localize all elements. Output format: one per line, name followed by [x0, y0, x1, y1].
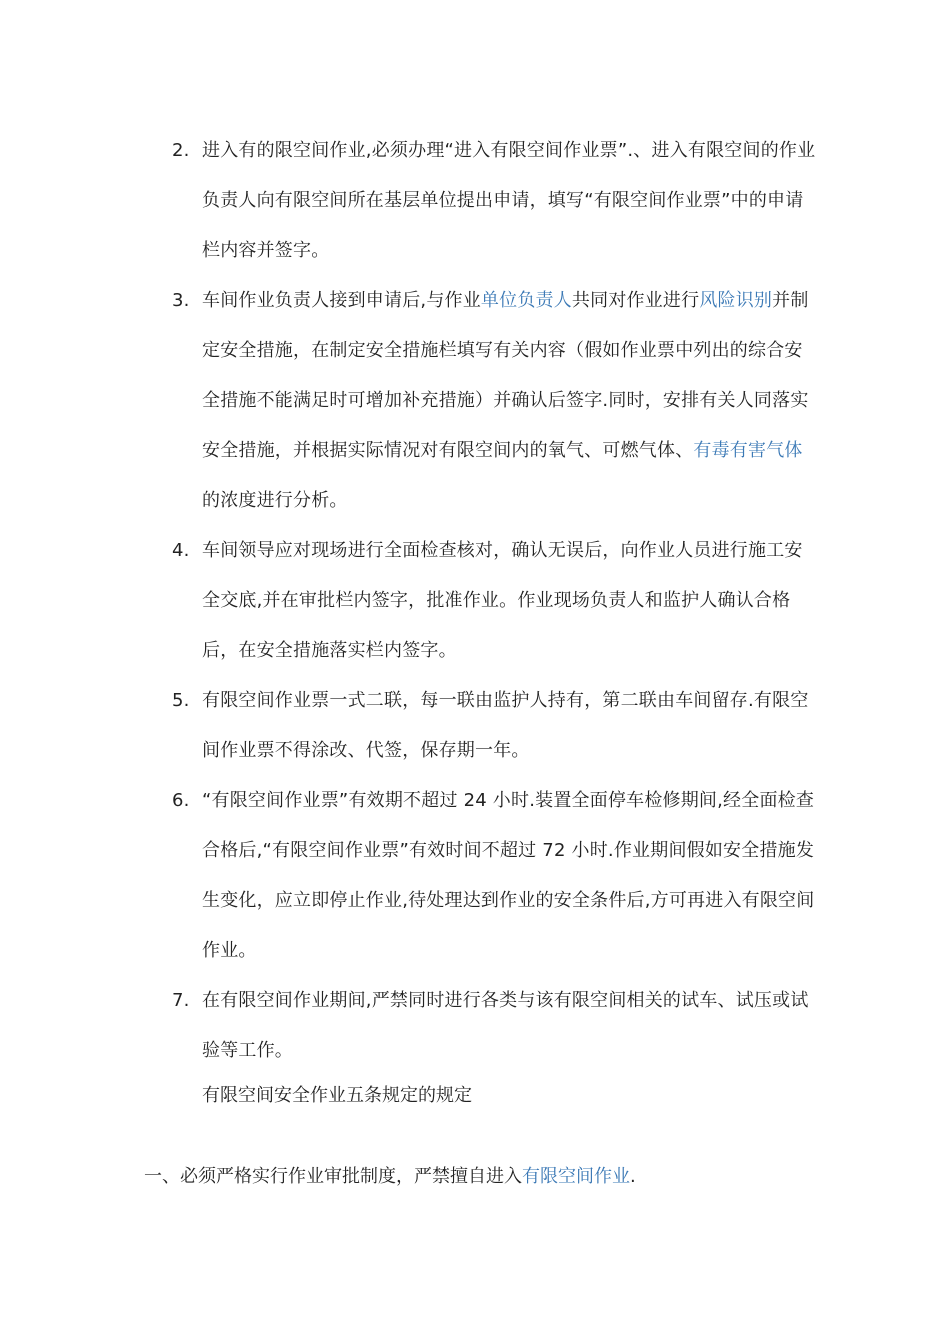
- item-number: 3.: [172, 290, 190, 311]
- link-toxic-harmful-gas[interactable]: 有毒有害气体: [693, 440, 803, 461]
- rule-text: 一、必须严格实行作业审批制度，严禁擅自进入: [144, 1166, 522, 1187]
- link-unit-responsible-person[interactable]: 单位负责人: [480, 290, 572, 311]
- list-item: [160, 126, 820, 276]
- item-text: 的浓度进行分析。: [202, 490, 348, 511]
- item-text: 车间作业负责人接到申请后,与作业: [202, 290, 481, 311]
- list-item: [160, 976, 820, 1076]
- item-text: 共同对作业进行: [571, 290, 700, 311]
- link-risk-identification[interactable]: 风险识别: [699, 290, 773, 311]
- list-item: [160, 276, 820, 526]
- list-item: [160, 676, 820, 776]
- item-number: 6.: [172, 790, 190, 811]
- rule-suffix: .: [630, 1166, 636, 1187]
- link-confined-space-work[interactable]: 有限空间作业: [522, 1166, 630, 1187]
- item-text: 进入有的限空间作业,必须办理“进入有限空间作业票”.、进入有限空间的作业负责人向有限空间所在基层单位提出申请，填写“有限空间作业票”中的申请栏内容并签字。: [202, 140, 816, 261]
- item-text: “有限空间作业票”有效期不超过 24 小时.装置全面停车检修期间,经全面检查合格后,“有限空间作业票”有效时间不超过 72 小时.作业期间假如安全措施发生变化，应立即停止作业,待处理达到作业的安全条件后,方可再进入有限空间作业。: [202, 790, 815, 961]
- item-number: 5.: [172, 690, 190, 711]
- item-text: 并制定安全措施，在制定安全措施栏填写有关内容（假如作业票中列出的综合安全措施不能满足时可增加补充措施）并确认后签字.同时，安排有关人同落实安全措施，并根据实际情况对有限空间内的氧气、可燃气体、: [202, 290, 809, 461]
- item-text: 有限空间作业票一式二联，每一联由监护人持有，第二联由车间留存.有限空间作业票不得涂改、代签，保存期一年。: [202, 690, 809, 761]
- item-text: 在有限空间作业期间,严禁同时进行各类与该有限空间相关的试车、试压或试验等工作。: [202, 990, 809, 1061]
- item-number: 4.: [172, 540, 190, 561]
- list-item: [160, 776, 820, 976]
- list-item: [160, 526, 820, 676]
- procedure-list: [160, 126, 820, 1076]
- section-subtitle: 有限空间安全作业五条规定的规定: [202, 1085, 472, 1106]
- rule-one: [144, 1152, 636, 1202]
- item-number: 2.: [172, 140, 190, 161]
- item-number: 7.: [172, 990, 190, 1011]
- item-text: 车间领导应对现场进行全面检查核对，确认无误后，向作业人员进行施工安全交底,并在审批栏内签字，批准作业。作业现场负责人和监护人确认合格后，在安全措施落实栏内签字。: [202, 540, 803, 661]
